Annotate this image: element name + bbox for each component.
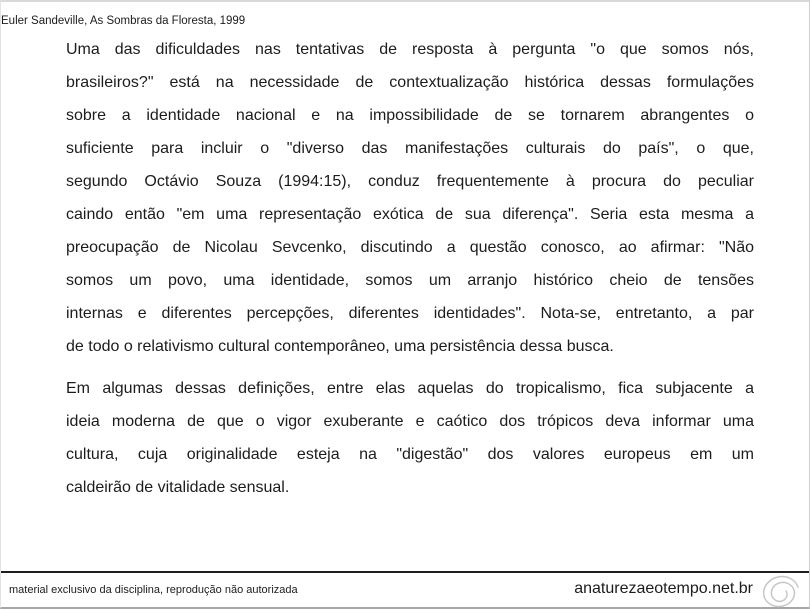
website-url: anaturezaeotempo.net.br [574, 580, 753, 597]
paragraph [66, 372, 754, 504]
text-line: caindo então "em uma representação exótica de sua diferença". Seria esta mesma a [66, 206, 754, 223]
text-line: cultura, cuja originalidade esteja na "digestão" dos valores europeus em um [66, 446, 754, 463]
spiral-logo-icon [760, 574, 802, 608]
footer-bar [1, 573, 809, 607]
copyright-notice: material exclusivo da disciplina, reprodução não autorizada [9, 584, 298, 596]
citation: Euler Sandeville, As Sombras da Floresta, 1999 [1, 15, 246, 27]
text-line: internas e diferentes percepções, diferentes identidades". Nota-se, entretanto, a par [66, 305, 754, 322]
text-line: de todo o relativismo cultural contemporâneo, uma persistência dessa busca. [66, 338, 614, 355]
text-line: brasileiros?" está na necessidade de contextualização histórica dessas formulações [66, 74, 754, 91]
text-line: preocupação de Nicolau Sevcenko, discutindo a questão conosco, ao afirmar: "Não [66, 239, 754, 256]
text-line: ideia moderna de que o vigor exuberante e caótico dos trópicos deva informar uma [66, 413, 754, 430]
text-line: Uma das dificuldades nas tentativas de resposta à pergunta "o que somos nós, [66, 41, 754, 58]
text-line: suficiente para incluir o "diverso das manifestações culturais do país", o que, [66, 140, 754, 157]
text-line: somos um povo, uma identidade, somos um arranjo histórico cheio de tensões [66, 272, 754, 289]
body-text [66, 33, 754, 513]
text-line: sobre a identidade nacional e na impossibilidade de se tornarem abrangentes o [66, 107, 754, 124]
text-line: caldeirão de vitalidade sensual. [66, 479, 290, 496]
text-line: Em algumas dessas definições, entre elas aquelas do tropicalismo, fica subjacente a [66, 380, 754, 397]
paragraph [66, 33, 754, 363]
text-line: segundo Octávio Souza (1994:15), conduz frequentemente à procura do peculiar [66, 173, 754, 190]
